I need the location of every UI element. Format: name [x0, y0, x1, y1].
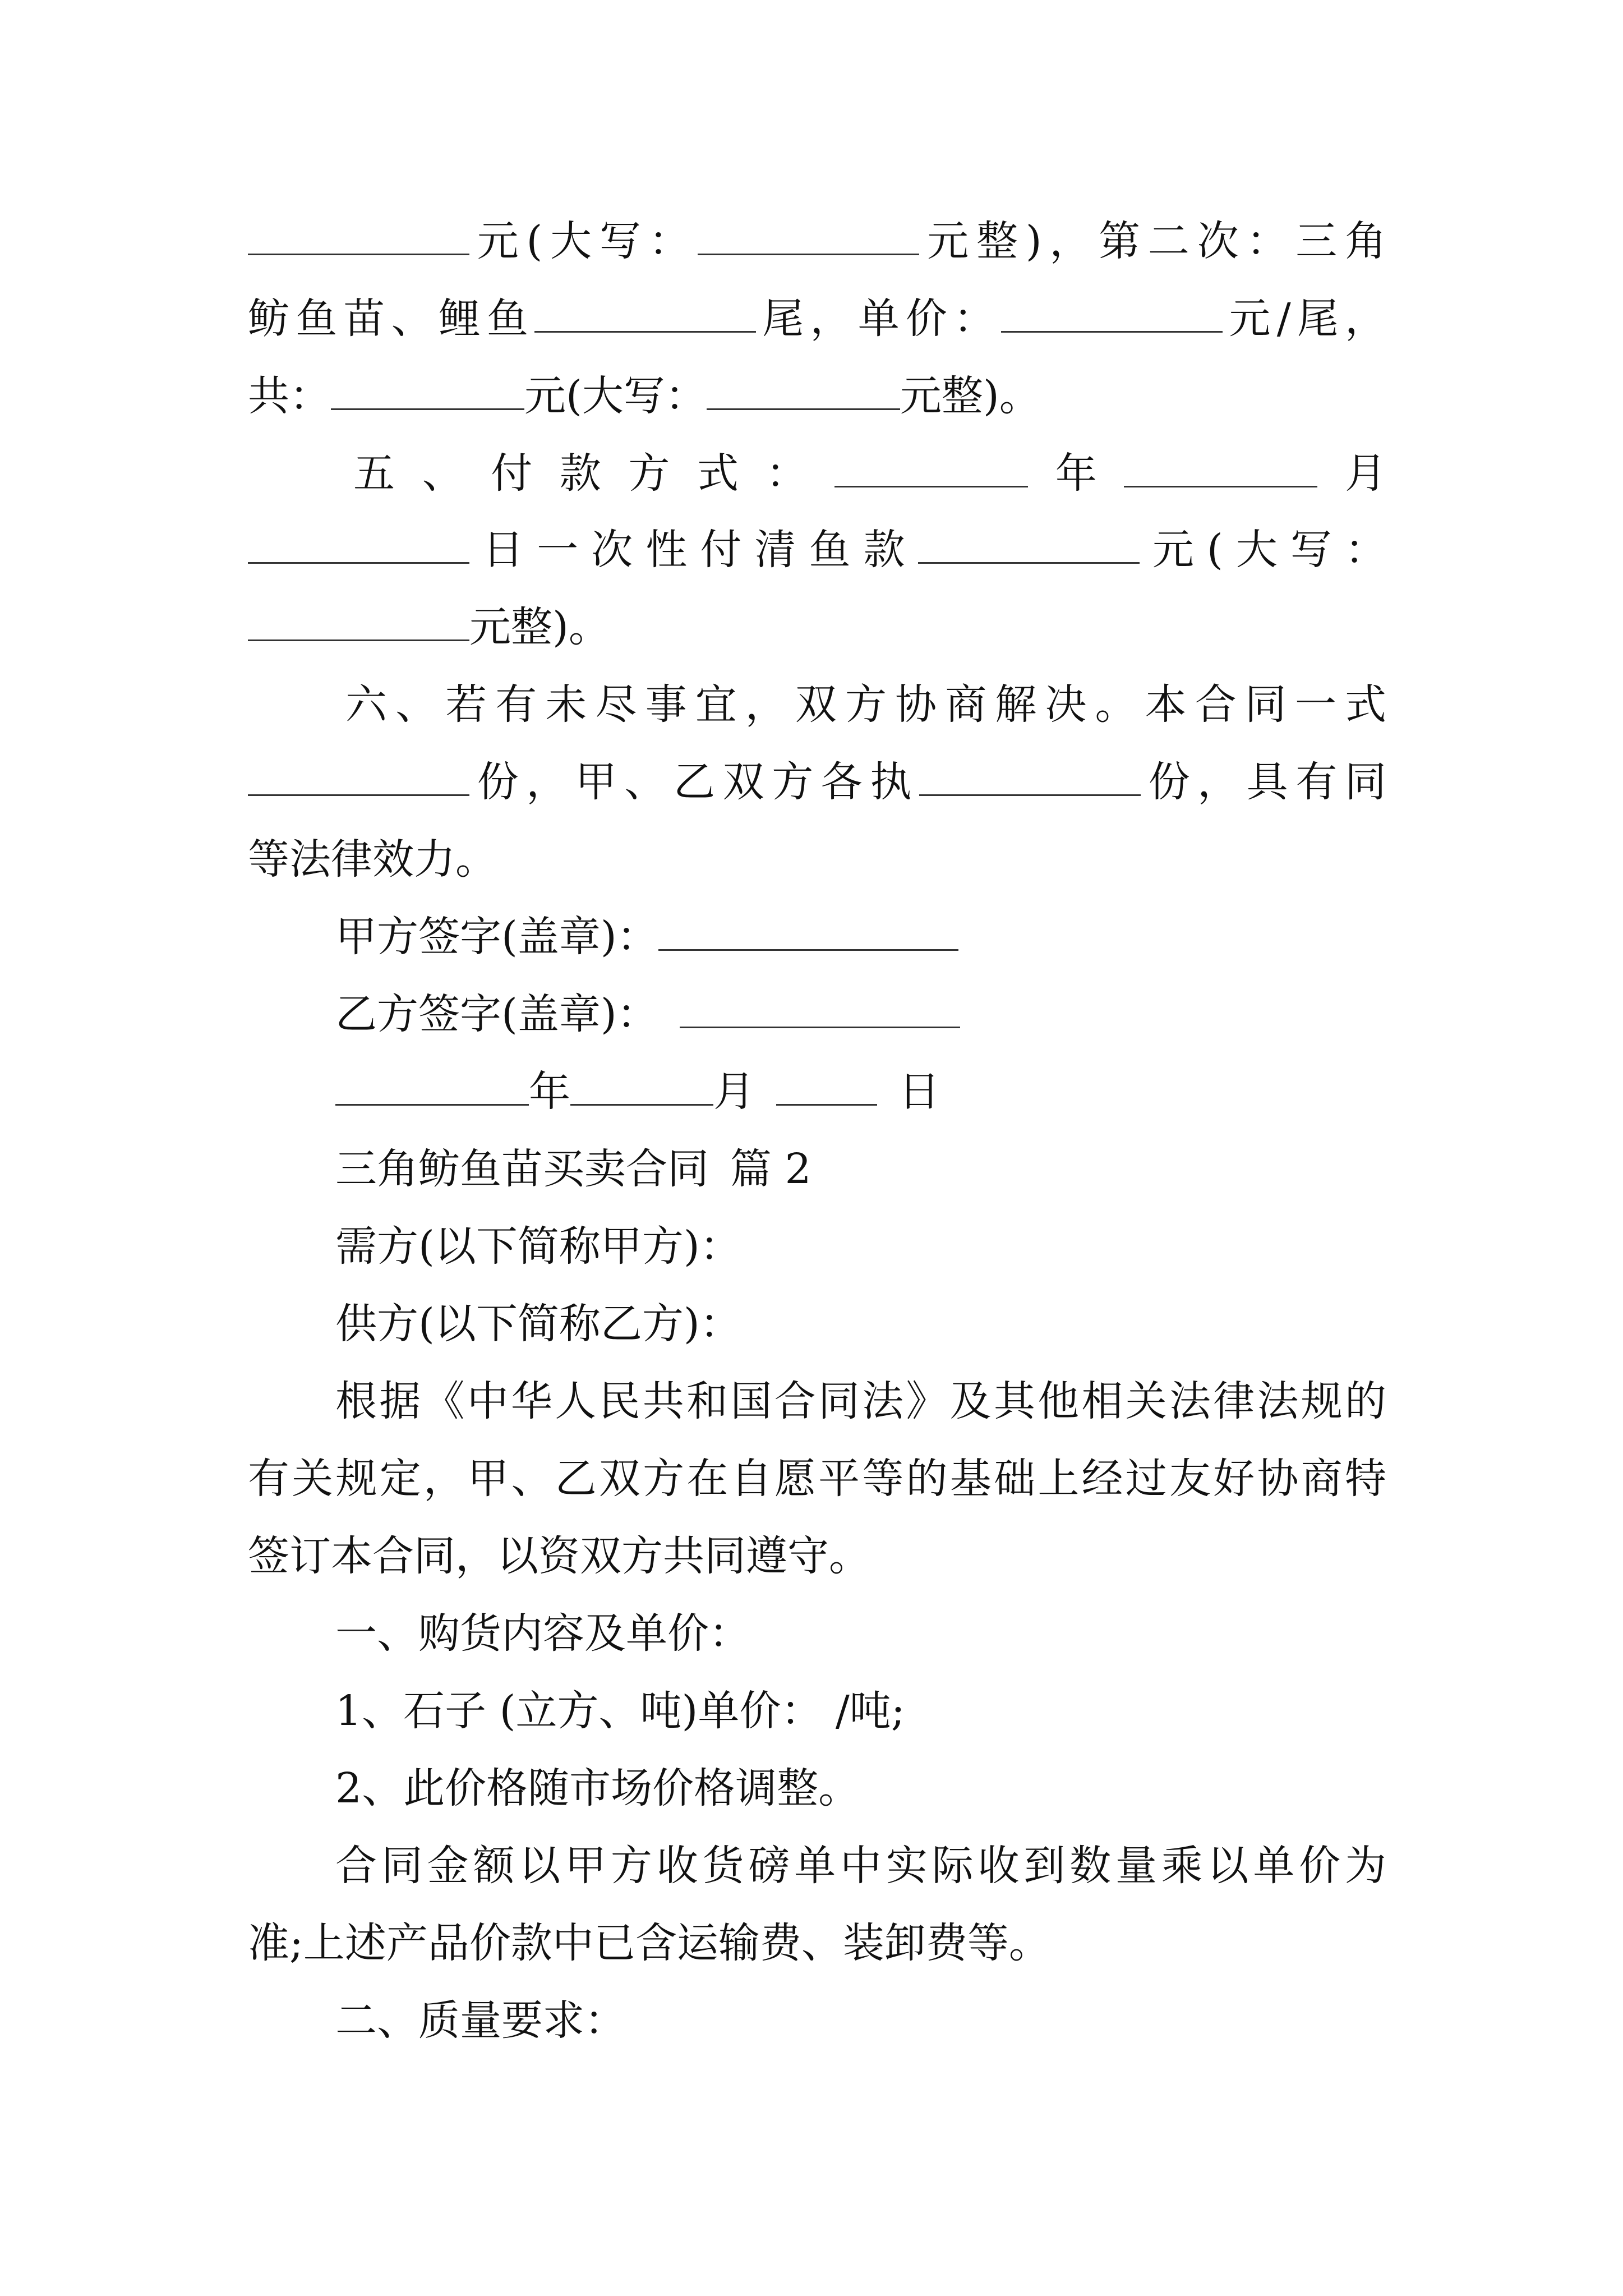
- blank-copies-each: [919, 761, 1141, 796]
- seller-line: 供方(以下简称乙方)：: [335, 1300, 741, 1348]
- article-6-line-2: 份，甲、乙双方各执 份，具有同: [248, 754, 1386, 810]
- preamble-line-3: 签订本合同，以资双方共同遵守。: [248, 1532, 870, 1580]
- blank-capital: [248, 606, 469, 641]
- blank-count: [534, 297, 756, 333]
- amount-clause-line-2: 准;上述产品价款中已含运输费、装卸费等。: [248, 1919, 1050, 1967]
- blank-year: [335, 1070, 529, 1106]
- line-1: 元(大写： 元整)，第二次：三角: [248, 213, 1386, 269]
- party-b-sign-blank: [680, 993, 960, 1028]
- article-1-item-2: 2、此价格随市场价格调整。: [335, 1764, 860, 1812]
- amount-clause-line-1: 合同金额以甲方收货磅单中实际收到数量乘以单价为: [335, 1842, 1386, 1890]
- blank-unit-price: [1001, 297, 1223, 333]
- blank-capital: [707, 375, 900, 410]
- article-1-title: 一、购货内容及单价：: [335, 1609, 750, 1658]
- blank-total: [331, 375, 524, 410]
- article-5-line-2: 日一次性付清鱼款 元(大写：: [248, 522, 1386, 578]
- blank-capital: [698, 220, 919, 255]
- article-6-line: 六、若有未尽事宜，双方协商解决。本合同一式: [345, 680, 1386, 729]
- signature-date: 年 月 日: [335, 1064, 1474, 1120]
- buyer-line: 需方(以下简称甲方)：: [335, 1222, 741, 1271]
- blank-day: [776, 1070, 877, 1106]
- party-a-signature: 甲方签字(盖章)：: [335, 909, 1474, 965]
- article-6-line-3: 等法律效力。: [248, 835, 497, 884]
- blank-month: [570, 1070, 713, 1106]
- article-1-item-1: 1、石子 (立方、吨)单价： /吨;: [335, 1687, 905, 1735]
- party-a-sign-blank: [658, 915, 958, 951]
- preamble-line-1: 根据《中华人民共和国合同法》及其他相关法律法规的: [335, 1377, 1386, 1425]
- blank-copies: [248, 761, 469, 796]
- article-2-title: 二、质量要求：: [335, 1996, 626, 2045]
- party-b-signature: 乙方签字(盖章)：: [335, 986, 1474, 1042]
- blank-month: [1124, 452, 1317, 487]
- article-5-line: 五、付款方式： 年 月: [353, 449, 1387, 498]
- article-5-line-3: 元整)。: [248, 599, 1386, 655]
- section-title: 三角鲂鱼苗买卖合同 篇 2: [335, 1145, 811, 1193]
- line-2: 鲂鱼苗、鲤鱼 尾，单价： 元/尾，: [248, 295, 1387, 343]
- blank-fish-amount: [918, 528, 1140, 564]
- preamble-line-2: 有关规定，甲、乙双方在自愿平等的基础上经过友好协商特: [248, 1455, 1386, 1503]
- blank-amount: [248, 220, 469, 255]
- line-3: 共： 元(大写： 元整)。: [248, 372, 1041, 420]
- blank-day: [248, 528, 469, 564]
- blank-year: [834, 452, 1028, 487]
